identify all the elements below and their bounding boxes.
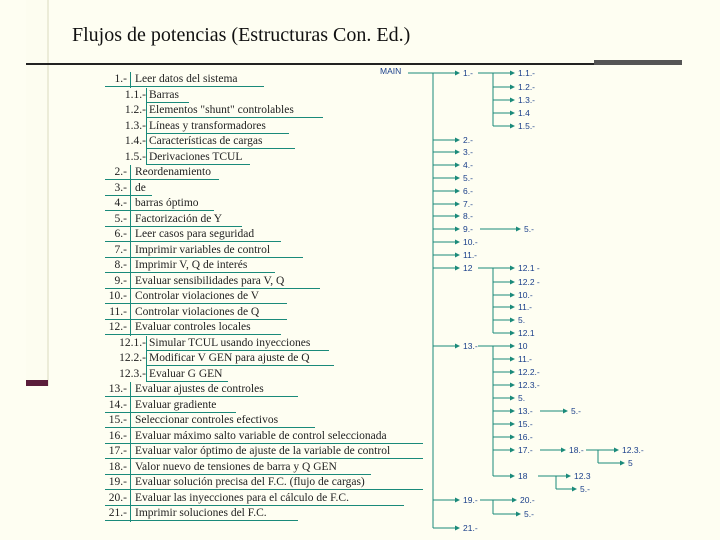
flow-node-label: 15.- bbox=[518, 419, 533, 429]
flow-node-label: 13.- bbox=[518, 406, 533, 416]
arrow-head bbox=[614, 448, 619, 453]
flow-node-label: 18 bbox=[518, 471, 528, 481]
flow-node-label: 3.- bbox=[463, 147, 473, 157]
row-text: Evaluar las inyecciones para el cálculo de F.C. bbox=[135, 491, 349, 504]
arrow-head bbox=[510, 344, 515, 349]
arrow-head bbox=[510, 293, 515, 298]
arrow-head bbox=[510, 305, 515, 310]
row-number: 14.- bbox=[108, 398, 127, 411]
row-number: 1.3.- bbox=[124, 119, 146, 132]
arrow-head bbox=[572, 487, 577, 492]
flow-node-label: 1.2.- bbox=[518, 82, 536, 92]
flow-node-label: 19.- bbox=[463, 495, 478, 505]
row-number: 5.- bbox=[114, 212, 127, 225]
arrow-head bbox=[620, 461, 625, 466]
flow-node-label: 12.2.- bbox=[518, 367, 540, 377]
arrow-head bbox=[516, 512, 521, 517]
arrow-head bbox=[510, 435, 515, 440]
flow-node-label: MAIN bbox=[380, 66, 402, 76]
row-number: 12.- bbox=[108, 321, 127, 333]
flow-node-label: 12.1 - bbox=[518, 263, 540, 273]
row-text: Reordenamiento bbox=[135, 166, 212, 178]
flow-node-label: 12.2 - bbox=[518, 277, 540, 287]
flow-node-label: 5.- bbox=[571, 406, 581, 416]
arrow-head bbox=[455, 71, 460, 76]
row-text: Evaluar ajustes de controles bbox=[135, 383, 264, 395]
flow-node-label: 7.- bbox=[463, 199, 473, 209]
arrow-head bbox=[510, 124, 515, 129]
row-number: 12.2.- bbox=[119, 352, 146, 364]
flow-node-label: 5.- bbox=[463, 173, 473, 183]
flow-node-label: 1.1.- bbox=[518, 68, 536, 78]
flow-node-label: 5.- bbox=[580, 484, 590, 494]
flow-node-label: 20.- bbox=[520, 495, 535, 505]
arrow-head bbox=[455, 138, 460, 143]
row-text: Factorización de Y bbox=[135, 212, 223, 225]
arrow-head bbox=[510, 357, 515, 362]
flow-node-label: 1.4 bbox=[518, 108, 530, 118]
arrow-head bbox=[512, 498, 517, 503]
row-number: 18.- bbox=[108, 460, 127, 473]
row-number: 15.- bbox=[108, 414, 127, 426]
arrow-head bbox=[510, 71, 515, 76]
arrow-head bbox=[455, 150, 460, 155]
row-number: 19.- bbox=[108, 476, 127, 488]
row-text: Evaluar gradiente bbox=[135, 398, 217, 411]
row-number: 3.- bbox=[114, 181, 127, 194]
arrow-head bbox=[510, 370, 515, 375]
row-text: Imprimir V, Q de interés bbox=[135, 259, 248, 271]
row-text: Líneas y transformadores bbox=[149, 119, 266, 132]
arrow-head bbox=[510, 266, 515, 271]
row-number: 12.3.- bbox=[119, 367, 146, 380]
arrow-head bbox=[455, 189, 460, 194]
arrow-head bbox=[510, 409, 515, 414]
arrow-head bbox=[510, 318, 515, 323]
row-number: 1.- bbox=[114, 73, 127, 85]
flow-node-label: 10.- bbox=[463, 237, 478, 247]
flow-node-label: 9.- bbox=[463, 224, 473, 234]
row-text: Derivaciones TCUL bbox=[149, 150, 243, 163]
row-number: 21.- bbox=[108, 507, 127, 519]
row-text: Elementos "shunt" controlables bbox=[149, 104, 294, 116]
row-text: Barras bbox=[149, 88, 180, 101]
flow-node-label: 13.- bbox=[463, 341, 478, 351]
arrow-head bbox=[510, 422, 515, 427]
flow-node-label: 11.- bbox=[518, 302, 533, 312]
row-number: 16.- bbox=[108, 429, 127, 442]
arrow-head bbox=[510, 98, 515, 103]
row-number: 11.- bbox=[109, 305, 127, 318]
row-number: 12.1.- bbox=[119, 336, 146, 349]
flow-node-label: 5. bbox=[518, 393, 526, 403]
row-text: Leer casos para seguridad bbox=[135, 228, 255, 240]
row-number: 2.- bbox=[114, 166, 127, 178]
row-text: Evaluar controles locales bbox=[135, 321, 251, 333]
arrow-head bbox=[510, 85, 515, 90]
row-number: 1.4.- bbox=[124, 135, 146, 147]
row-number: 9.- bbox=[114, 274, 127, 287]
flow-node-label: 12.1 bbox=[518, 328, 535, 338]
row-number: 1.2.- bbox=[124, 104, 146, 116]
row-text: Evaluar máximo salto variable de control seleccionada bbox=[135, 429, 387, 442]
arrow-head bbox=[510, 474, 515, 479]
flow-node-label: 11.- bbox=[518, 354, 533, 364]
flow-node-label: 12.3.- bbox=[622, 445, 644, 455]
row-text: Valor nuevo de tensiones de barra y Q GEN bbox=[135, 460, 337, 473]
flow-node-label: 11.- bbox=[463, 250, 478, 260]
flow-node-label: 5.- bbox=[524, 509, 534, 519]
flow-node-label: 12 bbox=[463, 263, 473, 273]
row-number: 17.- bbox=[108, 445, 127, 457]
flow-node-label: 21.- bbox=[463, 523, 478, 533]
arrow-head bbox=[455, 526, 460, 531]
row-number: 20.- bbox=[108, 491, 127, 504]
row-text: barras óptimo bbox=[135, 197, 199, 209]
arrow-head bbox=[510, 448, 515, 453]
flow-node-label: 10 bbox=[518, 341, 528, 351]
row-number: 13.- bbox=[108, 383, 127, 395]
row-number: 7.- bbox=[114, 243, 127, 256]
arrow-head bbox=[566, 474, 571, 479]
arrow-head bbox=[510, 111, 515, 116]
arrow-head bbox=[516, 227, 521, 232]
arrow-head bbox=[455, 498, 460, 503]
slide-title: Flujos de potencias (Estructuras Con. Ed.) bbox=[72, 24, 411, 46]
row-text: Controlar violaciones de V bbox=[135, 290, 260, 302]
arrow-head bbox=[455, 344, 460, 349]
arrow-head bbox=[510, 396, 515, 401]
arrow-head bbox=[455, 240, 460, 245]
row-text: Características de cargas bbox=[149, 135, 263, 147]
row-text: Evaluar valor óptimo de ajuste de la variable de control bbox=[135, 445, 391, 457]
arrow-head bbox=[455, 214, 460, 219]
flow-node-label: 4.- bbox=[463, 160, 473, 170]
row-text: Simular TCUL usando inyecciones bbox=[149, 336, 311, 349]
arrow-head bbox=[510, 383, 515, 388]
row-text: Imprimir soluciones del F.C. bbox=[135, 507, 267, 519]
row-text: Controlar violaciones de Q bbox=[135, 305, 260, 318]
flow-node-label: 5 bbox=[628, 458, 633, 468]
row-text: de bbox=[135, 181, 146, 194]
row-number: 6.- bbox=[114, 228, 127, 240]
arrow-head bbox=[455, 163, 460, 168]
row-text: Modificar V GEN para ajuste de Q bbox=[149, 352, 310, 364]
arrow-head bbox=[563, 409, 568, 414]
flow-node-label: 8.- bbox=[463, 211, 473, 221]
flow-node-label: 1.3.- bbox=[518, 95, 536, 105]
arrow-head bbox=[455, 227, 460, 232]
row-number: 8.- bbox=[114, 259, 127, 271]
arrow-head bbox=[510, 280, 515, 285]
arrow-head bbox=[455, 266, 460, 271]
row-number: 4.- bbox=[114, 197, 127, 209]
arrow-head bbox=[455, 202, 460, 207]
flow-node-label: 12.3 bbox=[574, 471, 591, 481]
row-number: 10.- bbox=[108, 290, 127, 302]
row-text: Imprimir variables de control bbox=[135, 243, 271, 256]
arrow-head bbox=[561, 448, 566, 453]
arrow-head bbox=[510, 331, 515, 336]
arrow-head bbox=[455, 253, 460, 258]
row-text: Evaluar G GEN bbox=[149, 367, 223, 380]
flow-node-label: 18.- bbox=[569, 445, 584, 455]
arrow-head bbox=[455, 176, 460, 181]
row-number: 1.5.- bbox=[124, 150, 146, 163]
flow-node-label: 1.- bbox=[463, 68, 473, 78]
flow-node-label: 17.- bbox=[518, 445, 533, 455]
flow-node-label: 5.- bbox=[524, 224, 534, 234]
row-text: Seleccionar controles efectivos bbox=[135, 414, 279, 426]
row-text: Leer datos del sistema bbox=[135, 73, 238, 85]
flow-node-label: 12.3.- bbox=[518, 380, 540, 390]
flow-node-label: 2.- bbox=[463, 135, 473, 145]
flow-node-label: 1.5.- bbox=[518, 121, 536, 131]
row-number: 1.1.- bbox=[124, 88, 146, 101]
row-text: Evaluar sensibilidades para V, Q bbox=[135, 274, 285, 287]
flow-node-label: 16.- bbox=[518, 432, 533, 442]
flow-node-label: 5. bbox=[518, 315, 526, 325]
row-text: Evaluar solución precisa del F.C. (flujo de cargas) bbox=[135, 476, 365, 488]
flow-node-label: 6.- bbox=[463, 186, 473, 196]
flow-node-label: 10.- bbox=[518, 290, 533, 300]
